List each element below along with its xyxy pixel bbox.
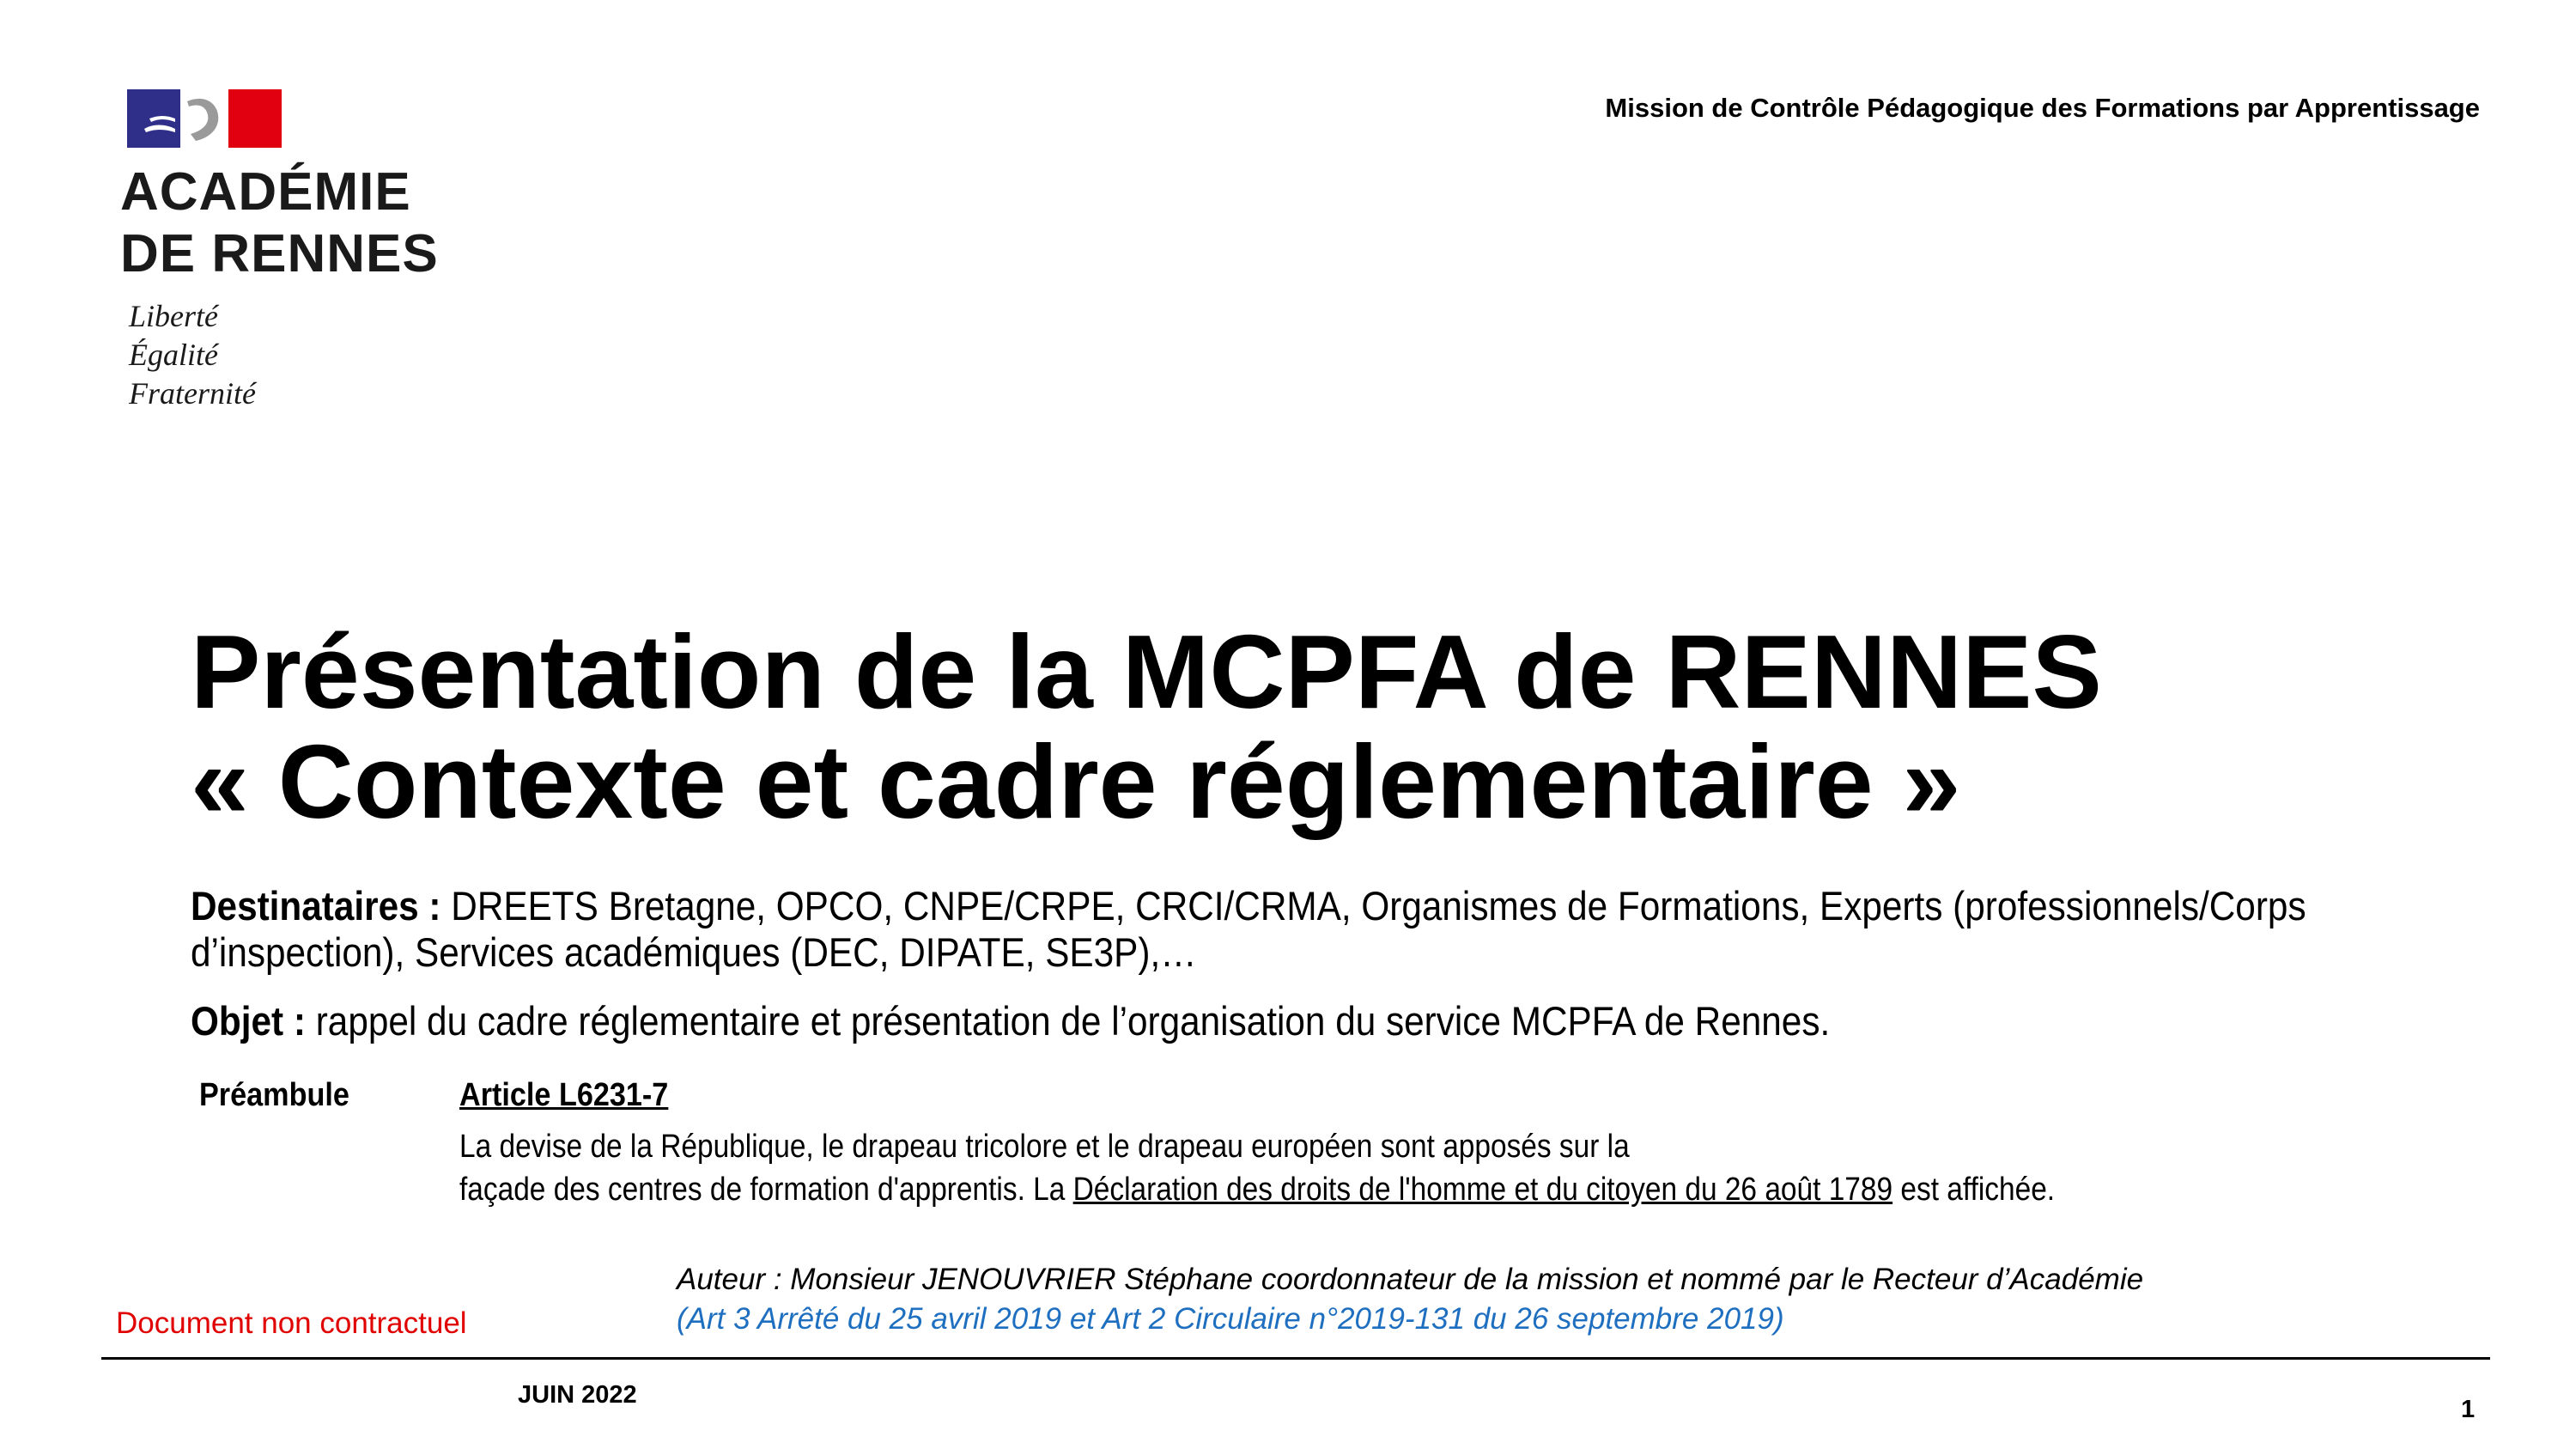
motto-liberte: Liberté [129,299,218,333]
motto-fraternite: Fraternité [129,376,256,411]
destinataires-label: Destinataires : [191,883,441,928]
article-line2 [459,1168,2055,1211]
destinataires-paragraph [191,883,2524,976]
republic-motto [129,297,256,413]
declaration-link: Déclaration des droits de l'homme et du citoyen du 26 août 1789 [1072,1172,1893,1208]
article-line2-end: est affichée. [1893,1172,2056,1208]
article-line2-start: façade des centres de formation d'apprentis. La [459,1172,1073,1208]
footer-date: JUIN 2022 [518,1381,637,1409]
title-line2: « Contexte et cadre réglementaire » [191,723,1961,840]
mission-header: Mission de Contrôle Pédagogique des Formations par Apprentissage [1605,93,2480,123]
motto-egalite: Égalité [129,338,218,372]
objet-paragraph [191,998,2524,1044]
objet-text: rappel du cadre réglementaire et présentation de l’organisation du service MCPFA de Rennes. [315,998,1831,1044]
article-text [459,1125,2055,1211]
marianne-flag-icon [127,89,282,148]
article-line1: La devise de la République, le drapeau tricolore et le drapeau européen sont apposés sur la [459,1129,1630,1165]
author-reference: (Art 3 Arrêté du 25 avril 2019 et Art 2 Circulaire n°2019-131 du 26 septembre 2019) [677,1302,1784,1336]
slide-title [191,613,2102,840]
footer-divider [101,1357,2490,1360]
non-contractual-notice: Document non contractuel [116,1306,467,1340]
article-title: Article L6231-7 [459,1077,669,1113]
academie-name-line2: DE RENNES [120,224,439,283]
page-number: 1 [2461,1396,2476,1423]
academie-name-line1: ACADÉMIE [120,162,411,222]
preambule-label: Préambule [199,1077,349,1113]
destinataires-text: DREETS Bretagne, OPCO, CNPE/CRPE, CRCI/CRMA, Organismes de Formations, Experts (professionnels/Corps d’inspection), Services académiques (DEC, DIPATE, SE3P),… [191,883,2306,975]
author-line: Auteur : Monsieur JENOUVRIER Stéphane coordonnateur de la mission et nommé par le Recteur d’Académie [677,1263,2144,1296]
title-line1: Présentation de la MCPFA de RENNES [191,613,2102,730]
academie-name [120,161,439,285]
author-block [677,1260,2143,1339]
objet-label: Objet : [191,998,306,1044]
